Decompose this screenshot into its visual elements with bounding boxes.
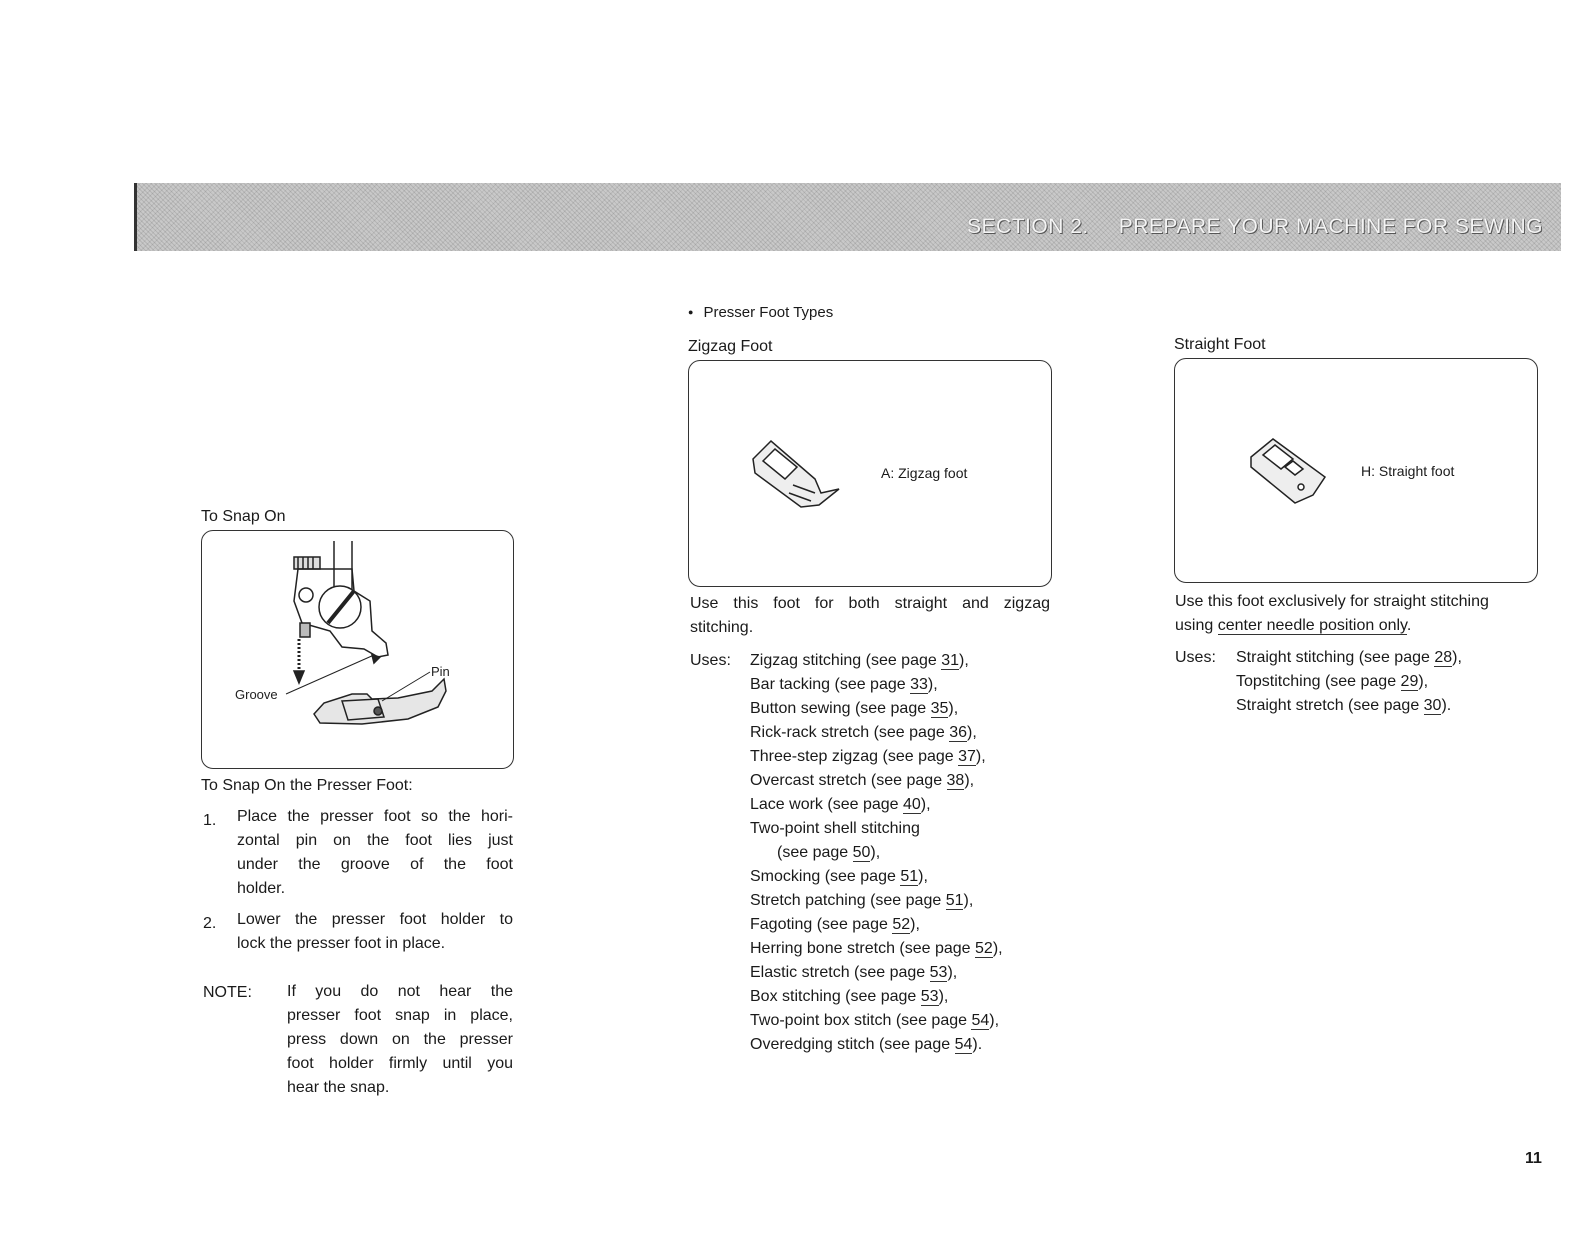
groove-label: Groove xyxy=(235,687,278,702)
snap-on-figure xyxy=(201,530,514,769)
straight-uses-label: Uses: xyxy=(1175,649,1216,666)
step-1-line: under the groove of the foot xyxy=(237,856,513,873)
page-ref: 31 xyxy=(941,652,960,669)
zigzag-foot-label: A: Zigzag foot xyxy=(881,465,968,481)
list-item: (see page 50), xyxy=(777,844,881,861)
list-item: Overcast stretch (see page 38), xyxy=(750,772,975,789)
straight-description xyxy=(1175,590,1535,638)
note-line: hear the snap. xyxy=(287,1079,390,1096)
pin-label: Pin xyxy=(431,664,450,679)
step-2-number: 2. xyxy=(203,915,217,932)
section-number: SECTION 2. xyxy=(967,215,1089,238)
page-ref: 54 xyxy=(971,1012,990,1029)
step-2-text xyxy=(237,908,513,956)
list-item: Smocking (see page 51), xyxy=(750,868,928,885)
page-number: 11 xyxy=(1525,1150,1542,1167)
page-ref: 51 xyxy=(900,868,919,885)
list-item: Two-point box stitch (see page 54), xyxy=(750,1012,1000,1029)
page-ref: 28 xyxy=(1434,649,1453,666)
zigzag-foot-illustration xyxy=(689,361,1051,586)
page-ref: 54 xyxy=(954,1036,973,1053)
page-ref: 36 xyxy=(949,724,967,741)
center-needle-note: center needle position only xyxy=(1217,617,1407,634)
step-1-number: 1. xyxy=(203,812,217,829)
straight-desc-line: Use this foot exclusively for straight stitching xyxy=(1175,593,1489,610)
list-item: Bar tacking (see page 33), xyxy=(750,676,938,693)
page-ref: 53 xyxy=(920,988,939,1005)
page-ref: 29 xyxy=(1400,673,1419,690)
presser-foot-holder-illustration xyxy=(202,531,513,768)
list-item: Lace work (see page 40), xyxy=(750,796,931,813)
note-label: NOTE: xyxy=(203,984,252,1001)
snap-on-heading: To Snap On xyxy=(201,508,286,525)
bullet-icon: ● xyxy=(688,307,694,317)
note-line: presser foot snap in place, xyxy=(287,1007,513,1024)
page-ref: 52 xyxy=(975,940,993,957)
list-item: Straight stretch (see page 30). xyxy=(1236,697,1452,714)
page-ref: 33 xyxy=(910,676,928,693)
list-item: Rick-rack stretch (see page 36), xyxy=(750,724,977,741)
note-line: If you do not hear the xyxy=(287,983,513,1000)
straight-uses-list xyxy=(1236,646,1462,718)
list-item: Elastic stretch (see page 53), xyxy=(750,964,958,981)
zigzag-figure xyxy=(688,360,1052,587)
list-item: Topstitching (see page 29), xyxy=(1236,673,1429,690)
section-heading: PREPARE YOUR MACHINE FOR SEWING xyxy=(1118,215,1543,238)
step-1-line: holder. xyxy=(237,880,286,897)
presser-foot-types-label: Presser Foot Types xyxy=(703,304,834,321)
page-ref: 53 xyxy=(929,964,948,981)
step-1-line: zontal pin on the foot lies just xyxy=(237,832,513,849)
list-item: Straight stitching (see page 28), xyxy=(1236,649,1462,666)
straight-foot-illustration xyxy=(1175,359,1537,582)
zigzag-desc-line: Use this foot for both straight and zigzag xyxy=(690,595,1050,612)
page-ref: 38 xyxy=(946,772,965,789)
snap-on-instructions-heading: To Snap On the Presser Foot: xyxy=(201,777,413,794)
straight-figure xyxy=(1174,358,1538,583)
page-ref: 30 xyxy=(1423,697,1442,714)
step-1-line: Place the presser foot so the hori- xyxy=(237,808,513,825)
presser-foot-types-heading xyxy=(688,300,833,325)
zigzag-heading: Zigzag Foot xyxy=(688,338,773,355)
step-2-line: lock the presser foot in place. xyxy=(237,935,446,952)
page-ref: 50 xyxy=(852,844,871,861)
step-1-text xyxy=(237,805,513,901)
zigzag-uses-list xyxy=(750,649,1003,1057)
list-item: Overedging stitch (see page 54). xyxy=(750,1036,983,1053)
note-line: foot holder firmly until you xyxy=(287,1055,513,1072)
list-item: Two-point shell stitching xyxy=(750,820,920,837)
page-ref: 35 xyxy=(930,700,949,717)
zigzag-desc-line: stitching. xyxy=(690,619,754,636)
page-ref: 40 xyxy=(902,796,921,813)
page-ref: 37 xyxy=(958,748,976,765)
list-item: Stretch patching (see page 51), xyxy=(750,892,974,909)
list-item: Fagoting (see page 52), xyxy=(750,916,920,933)
section-banner xyxy=(134,183,1561,251)
straight-heading: Straight Foot xyxy=(1174,336,1266,353)
straight-desc-line: using center needle position only. xyxy=(1175,617,1412,634)
page-ref: 51 xyxy=(945,892,964,909)
list-item: Box stitching (see page 53), xyxy=(750,988,949,1005)
section-title xyxy=(967,215,1543,239)
note-text xyxy=(287,980,513,1100)
zigzag-description xyxy=(690,592,1050,640)
straight-foot-label: H: Straight foot xyxy=(1361,463,1455,479)
list-item: Herring bone stretch (see page 52), xyxy=(750,940,1003,957)
zigzag-uses-label: Uses: xyxy=(690,652,731,669)
step-2-line: Lower the presser foot holder to xyxy=(237,911,513,928)
list-item: Zigzag stitching (see page 31), xyxy=(750,652,969,669)
list-item: Three-step zigzag (see page 37), xyxy=(750,748,986,765)
page-ref: 52 xyxy=(892,916,911,933)
list-item: Button sewing (see page 35), xyxy=(750,700,959,717)
note-line: press down on the presser xyxy=(287,1031,513,1048)
